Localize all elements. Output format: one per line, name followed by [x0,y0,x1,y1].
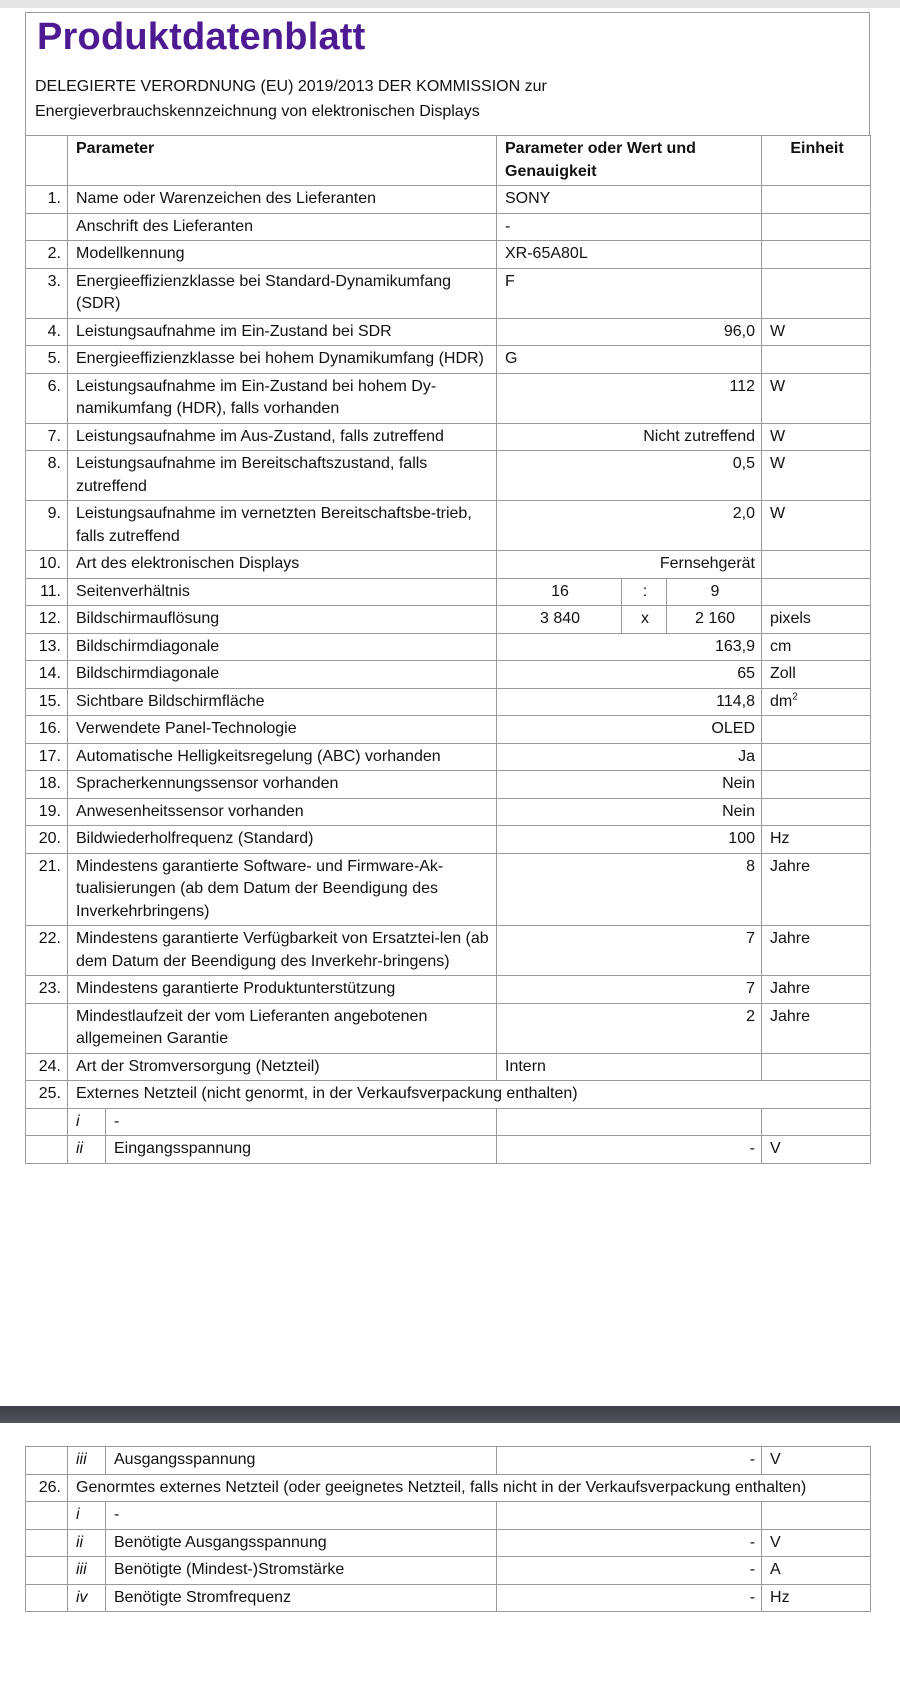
sub-row [26,1108,871,1136]
row-unit-text: Jahre [770,930,811,947]
header-row [26,136,871,186]
row-unit-text: W [770,505,786,522]
sub-row-label: Ausgangsspannung [106,1447,497,1475]
row-unit [762,1003,871,1053]
table-row [26,346,871,374]
table-row [26,501,871,551]
row-value: 0,5 [497,451,762,501]
row-number: 10. [26,551,68,579]
row-number [26,213,68,241]
row-unit [762,688,871,716]
row-number: 22. [26,926,68,976]
row-parameter: Energieeffizienzklasse bei Standard-Dynamikumfang (SDR) [68,268,497,318]
viewer-top-bar [0,0,900,8]
row-parameter: Mindestens garantierte Verfügbarkeit von Ersatztei-len (ab dem Datum der Beendigung des Inverkehr-bringens) [68,926,497,976]
row-unit-text: W [770,322,786,340]
row-unit [762,346,871,374]
sub-row [26,1584,871,1612]
row-value-1: 3 840 [497,606,622,634]
row-value-1: 16 [497,578,622,606]
row-unit [762,578,871,606]
row-unit-text: W [770,377,786,395]
row-parameter: Bildschirmauflösung [68,606,497,634]
row-parameter: Leistungsaufnahme im Ein-Zustand bei hohem Dy-namikumfang (HDR), falls vorhanden [68,373,497,423]
row-value: 100 [497,826,762,854]
sub-row-unit: V [762,1529,871,1557]
row-unit [762,826,871,854]
header-parameter: Parameter [68,136,497,186]
sub-row-value: - [497,1584,762,1612]
sub-row-value [497,1108,762,1136]
row-parameter: Leistungsaufnahme im Bereitschaftszustand, falls zutreffend [68,451,497,501]
row-unit [762,771,871,799]
row-parameter: Seitenverhältnis [68,578,497,606]
row-value: 2 [497,1003,762,1053]
row-unit-text: Jahre [770,980,811,997]
table-row [26,661,871,689]
sub-row-unit [762,1502,871,1530]
row-unit [762,241,871,269]
sub-row-label: - [106,1108,497,1136]
header-value-line-2: Genauigkeit [505,162,597,180]
table-row [26,373,871,423]
row-unit [762,373,871,423]
row-number [26,1003,68,1053]
table-row [26,578,871,606]
sub-row-label: Benötigte Stromfrequenz [106,1584,497,1612]
row-unit-text: Hz [770,830,790,847]
sub-row-label: - [106,1502,497,1530]
row-parameter: Mindestens garantierte Produktunterstützung [68,976,497,1004]
row-parameter: Spracherkennungssensor vorhanden [68,771,497,799]
row-unit-text: Jahre [770,1007,811,1025]
sub-row-label: Eingangsspannung [106,1136,497,1164]
row-parameter: Externes Netzteil (nicht genormt, in der Verkaufsverpackung enthalten) [68,1081,871,1109]
row-number: 15. [26,688,68,716]
row-number: 26. [26,1474,68,1502]
row-unit [762,661,871,689]
row-parameter: Verwendete Panel-Technologie [68,716,497,744]
table-row [26,688,871,716]
row-unit [762,451,871,501]
row-parameter: Sichtbare Bildschirmfläche [68,688,497,716]
row-unit [762,798,871,826]
row-number: 18. [26,771,68,799]
table-row [26,716,871,744]
row-unit [762,213,871,241]
row-unit [762,1053,871,1081]
sub-row-value [497,1502,762,1530]
row-unit-text: cm [770,637,792,655]
row-parameter: Leistungsaufnahme im Ein-Zustand bei SDR [68,318,497,346]
row-value: OLED [497,716,762,744]
row-unit-text: Zoll [770,665,796,682]
row-unit-text: Jahre [770,857,811,875]
row-parameter: Anschrift des Lieferanten [68,213,497,241]
header-num-cell [26,136,68,186]
header-unit: Einheit [762,136,871,186]
row-parameter: Art der Stromversorgung (Netzteil) [68,1053,497,1081]
sub-row-index: i [68,1108,106,1136]
row-number: 2. [26,241,68,269]
table-row [26,976,871,1004]
table-row [26,241,871,269]
table-row [26,633,871,661]
sub-row-label: Benötigte (Mindest-)Stromstärke [106,1557,497,1585]
sub-row-number [26,1447,68,1475]
header-value [497,136,762,186]
sub-row-index: iii [68,1557,106,1585]
row-value: Nein [497,798,762,826]
row-parameter: Bildschirmdiagonale [68,633,497,661]
table-row [26,268,871,318]
sub-row-index: ii [68,1136,106,1164]
sub-row-value: - [497,1447,762,1475]
row-number: 21. [26,853,68,926]
row-value-separator: : [622,578,667,606]
page-1 [25,12,870,1284]
row-parameter: Energieeffizienzklasse bei hohem Dynamikumfang (HDR) [68,346,497,374]
sub-row-unit [762,1108,871,1136]
row-unit [762,501,871,551]
table-row [26,186,871,214]
row-unit-superscript: 2 [792,691,798,703]
row-unit [762,633,871,661]
row-value: G [497,346,762,374]
table-row [26,798,871,826]
row-value: 112 [497,373,762,423]
row-value: 96,0 [497,318,762,346]
table-row [26,451,871,501]
page-divider [0,1406,900,1423]
row-number: 4. [26,318,68,346]
row-value-2: 2 160 [667,606,762,634]
row-value: Nicht zutreffend [497,423,762,451]
row-parameter: Anwesenheitssensor vorhanden [68,798,497,826]
row-number: 20. [26,826,68,854]
row-parameter: Mindestlaufzeit der vom Lieferanten angebotenen allgemeinen Garantie [68,1003,497,1053]
row-unit [762,606,871,634]
row-number: 8. [26,451,68,501]
subtitle-line-1: DELEGIERTE VERORDNUNG (EU) 2019/2013 DER KOMMISSION zur [35,78,547,95]
row-value-2: 9 [667,578,762,606]
row-value: 8 [497,853,762,926]
table-row [26,1003,871,1053]
row-parameter: Bildwiederholfrequenz (Standard) [68,826,497,854]
sub-row-index: i [68,1502,106,1530]
row-parameter: Mindestens garantierte Software- und Firmware-Ak-tualisierungen (ab dem Datum der Beendigung des Inverkehrbringens) [68,853,497,926]
sub-row [26,1557,871,1585]
row-value: 7 [497,976,762,1004]
row-parameter: Art des elektronischen Displays [68,551,497,579]
sub-row-unit: Hz [762,1584,871,1612]
row-number: 6. [26,373,68,423]
row-unit [762,186,871,214]
row-number: 5. [26,346,68,374]
table-row [26,213,871,241]
sub-row [26,1502,871,1530]
row-number: 19. [26,798,68,826]
row-parameter: Modellkennung [68,241,497,269]
sub-row-unit: V [762,1447,871,1475]
page-2 [25,1424,870,1701]
row-unit-text: W [770,427,786,445]
row-number: 13. [26,633,68,661]
row-value: 65 [497,661,762,689]
table-row [26,318,871,346]
subtitle-line-2: Energieverbrauchskennzeichnung von elektronischen Displays [35,103,480,120]
sub-row-number [26,1502,68,1530]
table-row [26,853,871,926]
sub-row-number [26,1136,68,1164]
sub-row-index: iii [68,1447,106,1475]
row-value: XR-65A80L [497,241,762,269]
header-value-line-1: Parameter oder Wert und [505,140,696,157]
table-row [26,423,871,451]
row-unit [762,853,871,926]
row-value: Ja [497,743,762,771]
page-gap [0,1285,900,1405]
row-number: 12. [26,606,68,634]
row-number: 16. [26,716,68,744]
sub-row [26,1447,871,1475]
table-row [26,771,871,799]
sub-row-index: ii [68,1529,106,1557]
table-row [26,826,871,854]
sub-row-number [26,1529,68,1557]
row-unit-text: W [770,455,786,472]
sub-row-index: iv [68,1584,106,1612]
row-number: 7. [26,423,68,451]
row-number: 3. [26,268,68,318]
sub-row-label: Benötigte Ausgangsspannung [106,1529,497,1557]
table-row [26,926,871,976]
data-table-page-2 [25,1446,871,1612]
row-value: 114,8 [497,688,762,716]
row-parameter: Automatische Helligkeitsregelung (ABC) vorhanden [68,743,497,771]
table-row [26,743,871,771]
table-row [26,551,871,579]
table-row [26,1053,871,1081]
row-value: 163,9 [497,633,762,661]
row-value: Fernsehgerät [497,551,762,579]
row-unit [762,743,871,771]
row-unit-text: dm [770,692,793,710]
row-unit [762,716,871,744]
row-unit [762,551,871,579]
row-parameter: Genormtes externes Netzteil (oder geeignetes Netzteil, falls nicht in der Verkaufsverpackung enthalten) [68,1474,871,1502]
row-value: Intern [497,1053,762,1081]
row-number: 23. [26,976,68,1004]
sub-row-number [26,1557,68,1585]
page-title: Produktdatenblatt [37,16,366,58]
sub-row-number [26,1108,68,1136]
row-number: 17. [26,743,68,771]
row-unit-text: pixels [770,610,811,627]
row-number: 1. [26,186,68,214]
row-unit [762,318,871,346]
row-value: SONY [497,186,762,214]
sub-row-value: - [497,1136,762,1164]
row-parameter: Name oder Warenzeichen des Lieferanten [68,186,497,214]
data-table [25,135,871,1164]
row-unit [762,926,871,976]
table-row [26,1474,871,1502]
row-unit [762,268,871,318]
table-row [26,606,871,634]
row-number: 9. [26,501,68,551]
row-value: 7 [497,926,762,976]
sub-row-value: - [497,1529,762,1557]
row-value-separator: x [622,606,667,634]
row-value: 2,0 [497,501,762,551]
row-number: 24. [26,1053,68,1081]
row-parameter: Bildschirmdiagonale [68,661,497,689]
sub-row [26,1529,871,1557]
sub-row-unit: V [762,1136,871,1164]
row-number: 11. [26,578,68,606]
page-subtitle [35,74,547,124]
sub-row-number [26,1584,68,1612]
row-unit [762,423,871,451]
row-parameter: Leistungsaufnahme im vernetzten Bereitschaftsbe-trieb, falls zutreffend [68,501,497,551]
row-value: Nein [497,771,762,799]
table-row [26,1081,871,1109]
row-value: - [497,213,762,241]
row-number: 14. [26,661,68,689]
row-number: 25. [26,1081,68,1109]
sub-row-value: - [497,1557,762,1585]
sub-row [26,1136,871,1164]
row-parameter: Leistungsaufnahme im Aus-Zustand, falls zutreffend [68,423,497,451]
sub-row-unit: A [762,1557,871,1585]
row-value: F [497,268,762,318]
row-unit [762,976,871,1004]
